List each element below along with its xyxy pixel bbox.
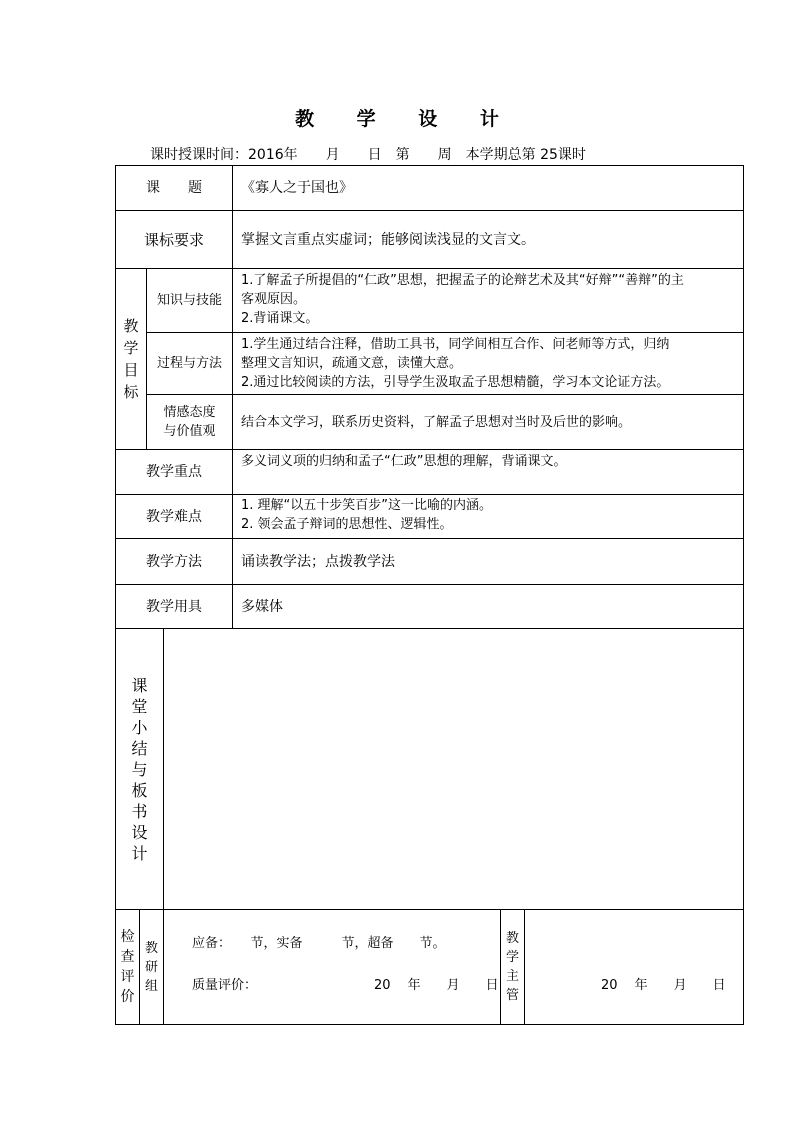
summary-char: 板 [131, 780, 148, 800]
research-group-eval [163, 909, 501, 1025]
check-char: 评 [120, 969, 135, 985]
summary-char: 与 [131, 759, 148, 779]
knowledge-value [232, 268, 744, 333]
quality-label: 质量评价： [192, 978, 258, 993]
summary-char: 设 [131, 822, 148, 842]
supervisor-date: 20 年 月 日 [601, 978, 726, 993]
difficulty-line: 1. 理解“以五十步笑百步”这一比喻的内涵。 [241, 498, 493, 513]
key-points-label: 教学重点 [115, 449, 233, 495]
process-value [232, 332, 744, 395]
process-line: 2.通过比较阅读的方法，引导学生汲取孟子思想精髓，学习本文论证方法。 [241, 375, 670, 390]
goals-char: 教 [123, 317, 139, 335]
standard-label: 课标要求 [115, 210, 233, 269]
process-line: 整理文言知识，疏通文意，读懂大意。 [241, 356, 463, 371]
lesson-time-line: 课时授课时间：2016年 月 日 第 周 本学期总第 25课时 [150, 147, 586, 163]
check-char: 价 [120, 989, 135, 1005]
tools-label: 教学用具 [115, 584, 233, 629]
difficulty-line: 2. 领会孟子辩词的思想性、逻辑性。 [241, 517, 453, 532]
goals-char: 学 [123, 339, 139, 357]
goals-char: 目 [123, 361, 139, 379]
supervisor-char: 主 [505, 969, 519, 984]
check-char: 检 [120, 929, 135, 945]
attitude-label-line: 情感态度 [163, 405, 216, 420]
research-group-label [139, 909, 164, 1025]
summary-char: 计 [131, 843, 148, 863]
summary-char: 书 [131, 801, 148, 821]
difficulties-value [232, 494, 744, 539]
standard-value: 掌握文言重点实虚词；能够阅读浅显的文言文。 [232, 210, 744, 269]
key-points-value: 多义词义项的归纳和孟子“仁政”思想的理解，背诵课文。 [232, 449, 744, 495]
process-line: 1.学生通过结合注释，借助工具书，同学间相互合作、问老师等方式，归纳 [241, 337, 670, 352]
group-char: 组 [144, 978, 158, 994]
difficulties-label: 教学难点 [115, 494, 233, 539]
tools-value: 多媒体 [232, 584, 744, 629]
summary-char: 课 [131, 675, 148, 695]
supervisor-char: 学 [505, 950, 519, 965]
attitude-value: 结合本文学习，联系历史资料，了解孟子思想对当时及后世的影响。 [232, 394, 744, 450]
summary-char: 小 [131, 717, 148, 737]
group-char: 研 [144, 959, 158, 975]
knowledge-line: 客观原因。 [241, 292, 307, 307]
goals-label [115, 268, 147, 450]
topic-label: 课 题 [115, 165, 233, 211]
summary-char: 结 [131, 738, 148, 758]
knowledge-line: 2.背诵课文。 [241, 311, 319, 326]
prep-line: 应备： 节，实备 节，超备 节。 [192, 936, 446, 951]
process-label: 过程与方法 [146, 332, 233, 395]
methods-label: 教学方法 [115, 538, 233, 585]
summary-char: 堂 [131, 696, 148, 716]
summary-label [115, 628, 164, 910]
page-title: 教 学 设 计 [295, 108, 517, 130]
attitude-label [146, 394, 233, 450]
check-char: 查 [120, 949, 135, 965]
knowledge-label: 知识与技能 [146, 268, 233, 333]
group-char: 教 [144, 940, 158, 956]
supervisor-char: 教 [505, 931, 519, 946]
supervisor-char: 管 [505, 988, 519, 1003]
topic-value: 《寡人之于国也》 [232, 165, 744, 211]
summary-area[interactable] [163, 628, 744, 910]
knowledge-line: 1.了解孟子所提倡的“仁政”思想，把握孟子的论辩艺术及其“好辩”“善辩”的主 [241, 273, 684, 288]
supervisor-eval [524, 909, 744, 1025]
attitude-label-line: 与价值观 [163, 424, 216, 439]
group-date: 20 年 月 日 [374, 978, 499, 993]
supervisor-label [500, 909, 525, 1025]
check-label [115, 909, 140, 1025]
methods-value: 诵读教学法；点拨教学法 [232, 538, 744, 585]
goals-char: 标 [123, 383, 139, 401]
